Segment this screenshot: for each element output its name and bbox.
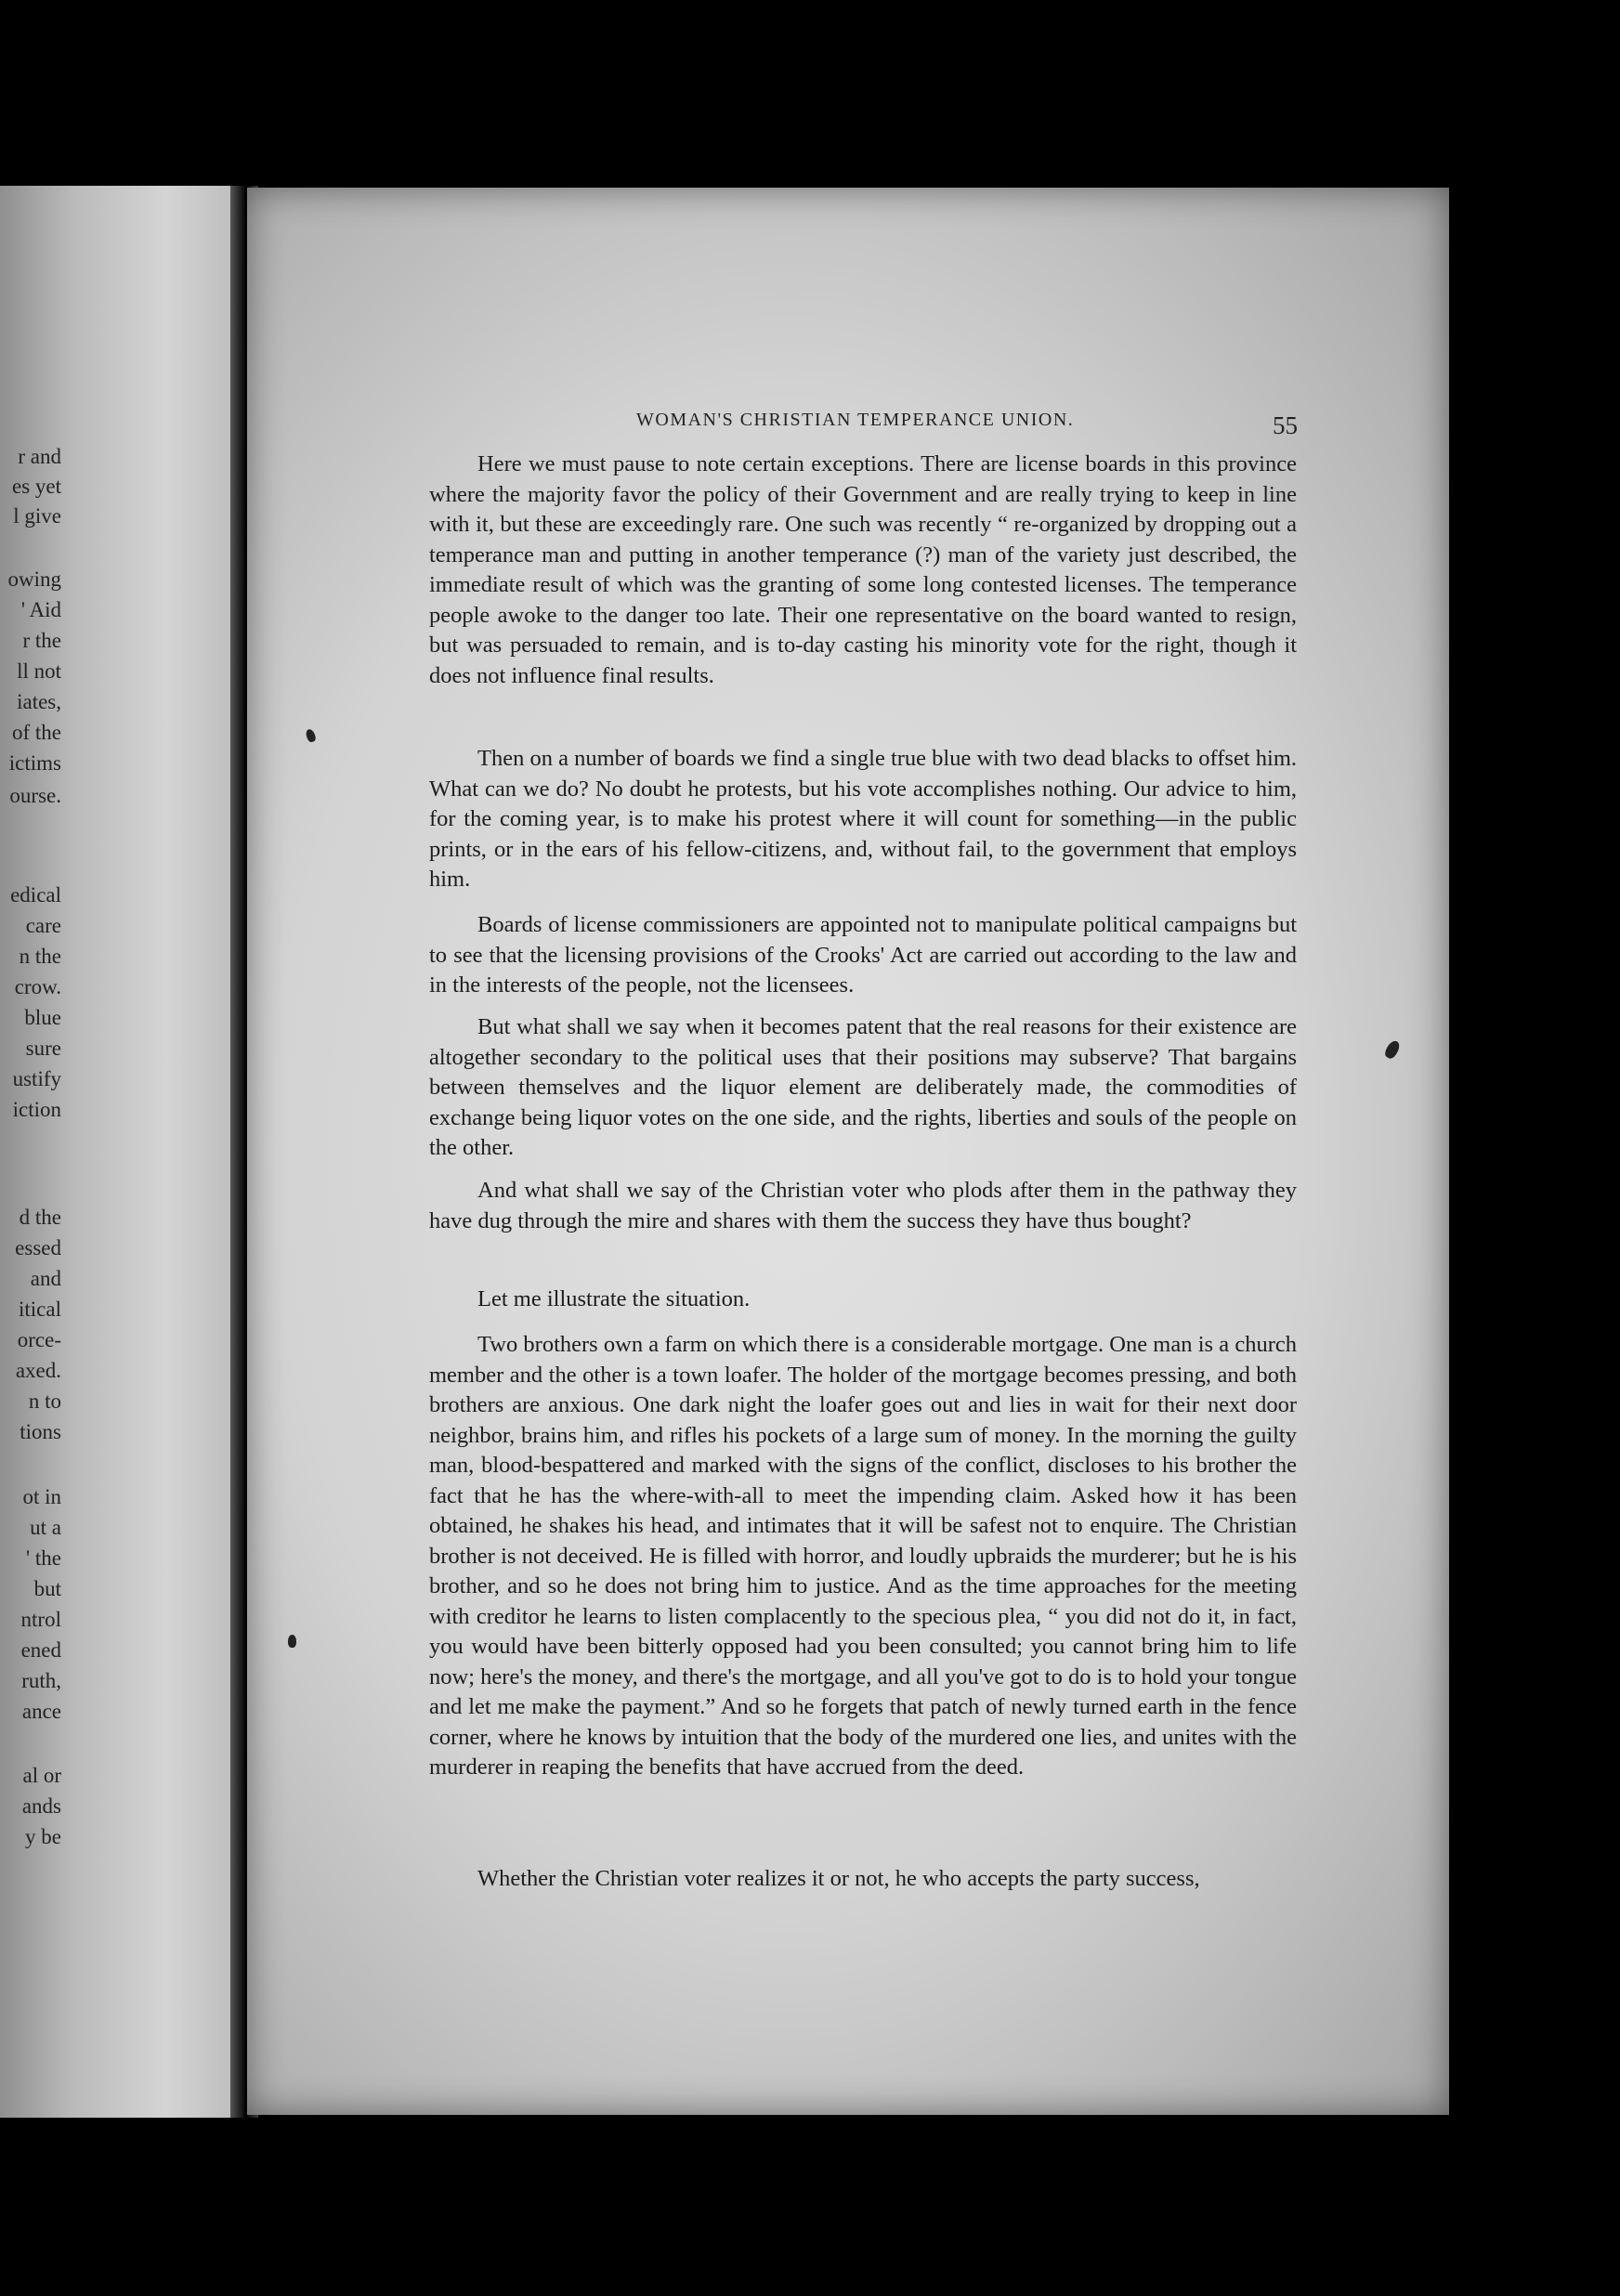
paragraph-two-brothers: Two brothers own a farm on which there is a considerable mortgage. One man is a church member and the other is a town loafer. The holder of the mortgage becomes pressing, and both brothers are anxious. One dark night the loafer goes out and lies in wait for their next door neighbor, brains him, and rifles his pockets of a large sum of money. In the morning the guilty man, blood-bespattered and marked with the signs of the conflict, discloses to his brother the fact that he has the where-with-all to meet the impending claim. Asked how it has been obtained, he shakes his head, and intimates that it will be safest not to enquire. The Christian brother is not deceived. He is filled with horror, and loudly upbraids the murderer; but he is his brother, and so he does not bring him to justice. And as the time approaches for the meeting with creditor he learns to listen complacently to the specious plea, “ you did not do it, in fact, you would have been bitterly opposed had you been consulted; you cannot bring him to life now; here's the money, and there's the mortgage, and all you've got to do is to hold your tongue and let me make the payment.” And so he forgets that patch of newly turned earth in the fence corner, where he knows by intuition that the body of the murdered one lies, and unites with the murderer in reaping the benefits that have accrued from the deed. <box>429 1332 1297 1780</box>
left-page-line: axed. <box>15 1359 61 1382</box>
left-page-line: iction <box>12 1098 61 1121</box>
left-page-line: ot in <box>22 1485 61 1508</box>
left-page-line: l give <box>13 504 61 528</box>
left-page-line: sure <box>25 1037 61 1060</box>
left-page-line: es yet <box>11 475 61 498</box>
scan-mark <box>288 1635 296 1648</box>
left-page-line: edical <box>10 883 61 907</box>
paragraph-illustrate: Let me illustrate the situation. <box>477 1286 751 1311</box>
left-page-line: n the <box>19 945 61 968</box>
paragraph-true-blue: Then on a number of boards we find a single true blue with two dead blacks to offset him. What can we do? No doubt he protests, but his vote accomplishes nothing. Our advice to him, for the coming year, is to make his protest where it will count for something—in the public prints, or in the ears of his fellow-citizens, and, without fail, to the government that employs him. <box>429 746 1298 892</box>
left-page-line: ourse. <box>9 784 61 807</box>
left-page-line: essed <box>15 1236 61 1259</box>
left-page-line: crow. <box>14 975 61 998</box>
left-page-line: d the <box>19 1206 61 1229</box>
paragraph-political-uses: But what shall we say when it becomes patent that the real reasons for their existence are altogether secondary to the political uses that their positions may subserve? That bargains between themselves and the liquor element are deliberately made, the commodities of exchange being liquor votes on the one side, and the rights, liberties and souls of the people on the other. <box>429 1014 1297 1160</box>
paragraph-christian-voter: And what shall we say of the Christian voter who plods after them in the pathway they have dug through the mire and shares with them the success they have thus bought? <box>429 1178 1297 1233</box>
left-page-line: orce- <box>17 1328 61 1351</box>
left-page-line: n to <box>28 1389 61 1413</box>
left-page-line: and <box>30 1267 61 1290</box>
previous-page-fragment <box>0 186 237 2118</box>
left-page-line: iates, <box>17 690 61 713</box>
left-page-line: owing <box>7 567 61 591</box>
left-page-line: of the <box>11 721 61 744</box>
left-page-line: ll not <box>17 659 61 683</box>
left-page-line: r and <box>18 445 61 468</box>
left-page-line: ntrol <box>20 1608 61 1631</box>
left-page-line: ictims <box>8 751 61 775</box>
left-page-line: r the <box>22 629 61 652</box>
left-page-line: ustify <box>12 1067 61 1090</box>
left-page-line: ance <box>21 1700 61 1723</box>
left-page-line: al or <box>22 1764 61 1787</box>
left-page-line: y be <box>25 1825 61 1848</box>
left-page-line: ands <box>21 1794 61 1818</box>
paragraph-exceptions: Here we must pause to note certain exceptions. There are license boards in this province where the majority favor the policy of their Government and are really trying to keep in line with it, but these are exceedingly rare. One such was recently “ re-organized by dropping out a temperance man and putting in another temperance (?) man of the variety just described, the immediate result of which was the granting of some long contested licenses. The temperance people awoke to the danger too late. Their one representative on the board wanted to resign, but was persuaded to remain, and is to-day casting his minority vote for the right, though it does not influence final results. <box>429 451 1297 688</box>
left-page-line: ' the <box>26 1546 61 1570</box>
paragraph-whether: Whether the Christian voter realizes it or not, he who accepts the party success, <box>477 1866 1200 1891</box>
left-page-line: tions <box>20 1420 61 1443</box>
paragraph-boards-of-commissioners: Boards of license commissioners are appointed not to manipulate political campaigns but to see that the licensing provisions of the Crooks' Act are carried out according to the law and in the interests of the people, not the licensees. <box>429 912 1297 998</box>
page-number: 55 <box>1273 411 1298 439</box>
left-page-line: ened <box>20 1638 61 1662</box>
left-page-line: ' Aid <box>20 598 61 621</box>
left-page-line: ruth, <box>21 1669 61 1692</box>
left-page-line: care <box>25 914 61 937</box>
running-head: WOMAN'S CHRISTIAN TEMPERANCE UNION. <box>636 410 1075 430</box>
left-page-line: itical <box>19 1298 61 1321</box>
left-page-line: ut a <box>30 1516 61 1539</box>
left-page-line: blue <box>24 1006 61 1029</box>
left-page-line: but <box>33 1577 61 1600</box>
